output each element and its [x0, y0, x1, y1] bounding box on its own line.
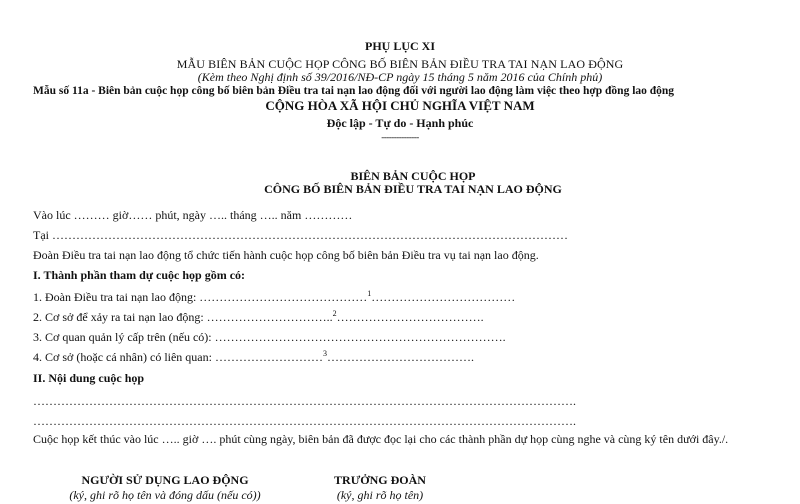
section-2-title: II. Nội dung cuộc họp	[33, 371, 145, 385]
section-1-title: I. Thành phần tham dự cuộc họp gồm có:	[33, 268, 246, 282]
content-dotted-line-1: ……………………………………………………………………………………………………………………….	[33, 394, 576, 408]
participant-item-2: 2. Cơ sở để xảy ra tai nạn lao động: …………………………..$^2$……………………………….	[33, 309, 484, 324]
participant-item-1: 1. Đoàn Điều tra tai nạn lao động: ……………………………………$^1$………………………………	[33, 289, 516, 304]
intro-paragraph: Đoàn Điều tra tai nạn lao động tổ chức tiến hành cuộc họp công bố biên bản Điều tra vụ tai nạn lao động.	[33, 248, 539, 262]
motto-underline: ---------------	[381, 132, 419, 142]
leader-signature-title: TRƯỞNG ĐOÀN	[334, 473, 426, 487]
meeting-time-line: Vào lúc ……… giờ…… phút, ngày ….. tháng ….. năm …………	[33, 208, 353, 222]
form-heading: MẪU BIÊN BẢN CUỘC HỌP CÔNG BỐ BIÊN BẢN ĐIỀU TRA TAI NẠN LAO ĐỘNG	[176, 57, 624, 71]
meeting-place-line: Tại …………………………………………………………………………………………………………………	[33, 228, 568, 242]
document-title-line-1: BIÊN BẢN CUỘC HỌP	[350, 169, 476, 183]
decree-note: (Kèm theo Nghị định số 39/2016/NĐ-CP ngày 15 tháng 5 năm 2016 của Chính phủ)	[197, 70, 603, 84]
participant-item-4: 4. Cơ sở (hoặc cá nhân) có liên quan: ………………………$^3$……………………………….	[33, 349, 474, 364]
leader-signature-note: (ký, ghi rõ họ tên)	[336, 488, 424, 502]
closing-paragraph: Cuộc họp kết thúc vào lúc ….. giờ …. phút cùng ngày, biên bản đã được đọc lại cho các thành phần dự họp cùng nghe và cùng ký tên dưới đây./.	[33, 432, 729, 446]
form-number-line: Mẫu số 11a - Biên bản cuộc họp công bố biên bản Điều tra tai nạn lao động đối với người lao động làm việc theo hợp đồng lao động	[33, 85, 675, 97]
participant-item-3: 3. Cơ quan quản lý cấp trên (nếu có): ……………………………………………………………….	[33, 330, 506, 344]
employer-signature-title: NGƯỜI SỬ DỤNG LAO ĐỘNG	[81, 473, 249, 487]
appendix-title: PHỤ LỤC XI	[364, 39, 435, 53]
country-name: CỘNG HÒA XÃ HỘI CHỦ NGHĨA VIỆT NAM	[265, 98, 535, 113]
document-title-line-2: CÔNG BỐ BIÊN BẢN ĐIỀU TRA TAI NẠN LAO ĐỘNG	[264, 182, 562, 196]
content-dotted-line-2: ……………………………………………………………………………………………………………………….	[33, 414, 576, 428]
national-motto: Độc lập - Tự do - Hạnh phúc	[326, 116, 474, 130]
employer-signature-note: (ký, ghi rõ họ tên và đóng dấu (nếu có))	[69, 488, 261, 502]
